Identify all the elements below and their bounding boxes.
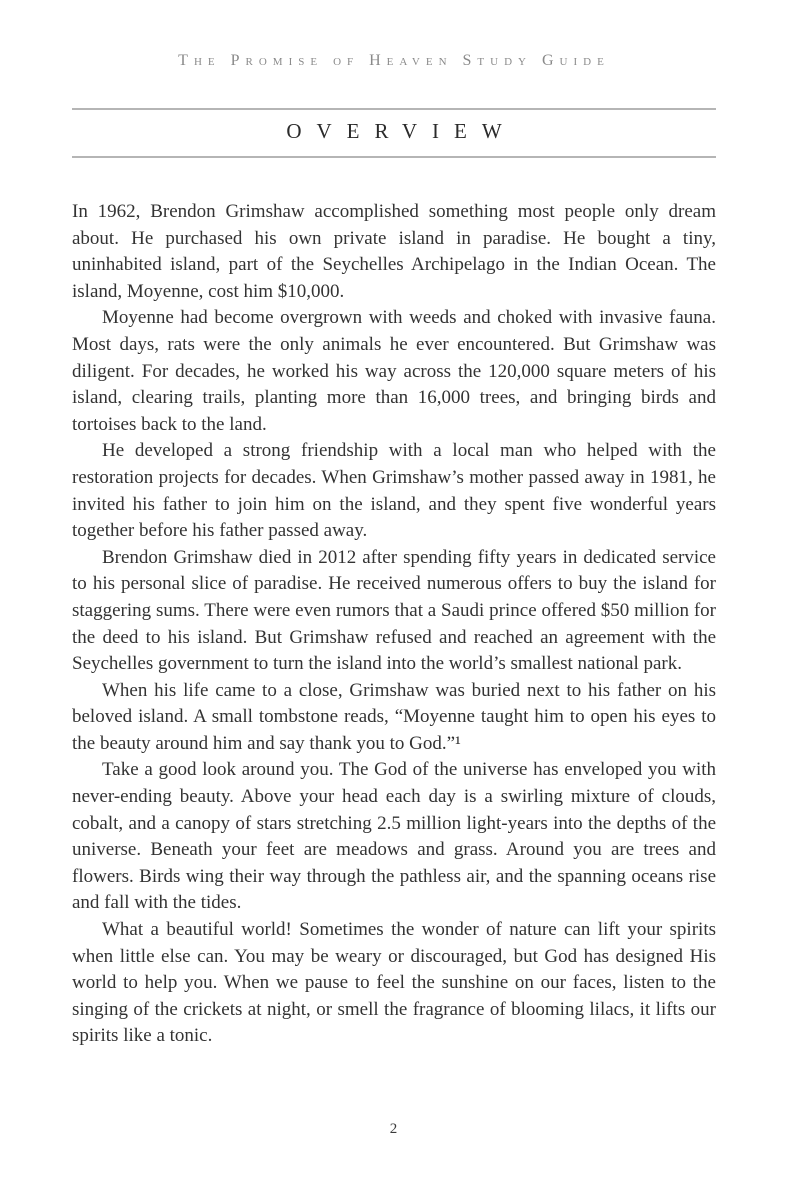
paragraph-3: He developed a strong friendship with a local man who helped with the restoration projects for decades. When Grimshaw’s mother passed away in 1981, he invited his father to join him on the island, and they spent five wonderful years together before his father passed away. bbox=[72, 440, 716, 542]
body-text bbox=[72, 199, 716, 1050]
paragraph-7: What a beautiful world! Sometimes the wonder of nature can lift your spirits when little else can. You may be weary or discouraged, but God has designed His world to help you. When we pause to feel the sunshine on our faces, listen to the singing of the crickets at night, or smell the fragrance of blooming lilacs, it lifts our spirits like a tonic. bbox=[72, 919, 716, 1047]
paragraph-1: In 1962, Brendon Grimshaw accomplished something most people only dream about. He purchased his own private island in paradise. He bought a tiny, uninhabited island, part of the Seychelles Archipelago in the Indian Ocean. The island, Moyenne, cost him $10,000. bbox=[72, 201, 716, 302]
running-header: The Promise of Heaven Study Guide bbox=[178, 52, 610, 69]
paragraph-6: Take a good look around you. The God of the universe has enveloped you with never-ending beauty. Above your head each day is a swirling mixture of clouds, cobalt, and a canopy of stars stretching 2.5 million light-years into the depths of the universe. Beneath your feet are meadows and grass. Around you are trees and flowers. Birds wing their way through the pathless air, and the spanning oceans rise and fall with the tides. bbox=[72, 759, 716, 914]
page-number: 2 bbox=[389, 1121, 398, 1137]
paragraph-2: Moyenne had become overgrown with weeds and choked with invasive fauna. Most days, rats were the only animals he ever encountered. But Grimshaw was diligent. For decades, he worked his way across the 120,000 square meters of his island, clearing trails, planting more than 16,000 trees, and bringing birds and tortoises back to the land. bbox=[72, 307, 716, 435]
paragraph-4: Brendon Grimshaw died in 2012 after spending fifty years in dedicated service to his personal slice of paradise. He received numerous offers to buy the island for staggering sums. There were even rumors that a Saudi prince offered $50 million for the deed to his island. But Grimshaw refused and reached an agreement with the Seychelles government to turn the island into the world’s smallest national park. bbox=[72, 546, 716, 675]
section-heading-block bbox=[72, 108, 716, 158]
paragraph-5: When his life came to a close, Grimshaw was buried next to his father on his beloved island. A small tombstone reads, “Moyenne taught him to open his eyes to the beauty around him and say thank you to God.”¹ bbox=[72, 679, 716, 754]
section-title: OVERVIEW bbox=[286, 119, 517, 143]
